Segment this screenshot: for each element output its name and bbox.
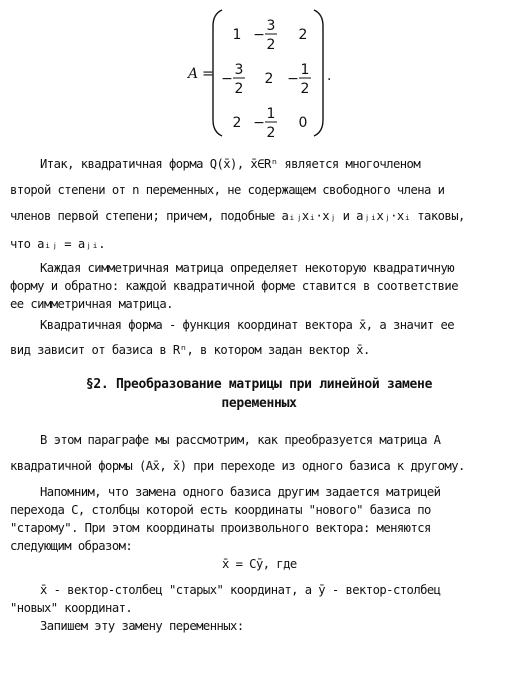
svg-text:3: 3 [234,62,244,78]
para1-line3: членов первой степени; причем, подобные aᵢⱼxᵢ·xⱼ и aⱼᵢxⱼ·xᵢ таковы, [10,209,465,223]
svg-text:0: 0 [298,115,308,131]
para3-line1: Квадратичная форма - функция координат вектора x̄, а значит ее [40,318,455,332]
svg-text:1: 1 [300,62,310,78]
matrix-symbol: A [188,66,199,82]
matrix-cell-r1-c1 [265,71,274,87]
matrix-cell-r0-c1 [253,18,277,53]
matrix-cell-r1-c2 [287,62,311,97]
svg-text:2: 2 [298,27,308,43]
para5-line1: Напомним, что замена одного базиса другим задается матрицей [40,485,441,499]
svg-text:2: 2 [300,81,310,97]
para4-line2: квадратичной формы (Ax̄, x̄) при переходе из одного базиса к другому. [10,459,465,473]
para1-line4: что aᵢⱼ = aⱼᵢ. [10,237,106,251]
svg-text:1: 1 [232,27,242,43]
svg-text:2: 2 [234,81,244,97]
matrix-cell-r0-c0 [233,27,242,43]
matrix-cell-r0-c2 [299,27,308,43]
section-heading-line1: §2. Преобразование матрицы при линейной замене [85,377,433,392]
para3-line2: вид зависит от базиса в Rⁿ, в котором задан вектор x̄. [10,343,370,357]
svg-text:2: 2 [264,71,274,87]
para5-line3: "старому". При этом координаты произвольного вектора: меняются [10,521,431,535]
para1-line1: Итак, квадратичная форма Q(x̄), x̄∈Rⁿ является многочленом [40,157,421,171]
para6-line2: "новых" координат. [10,601,133,615]
svg-text:2: 2 [232,115,242,131]
matrix-right-bracket [314,10,323,136]
svg-text:1: 1 [266,106,276,122]
para2-line1: Каждая симметричная матрица определяет некоторую квадратичную [40,261,455,275]
matrix-cell-r2-c0 [233,115,242,131]
section-heading-line2: переменных [221,396,297,411]
svg-text:3: 3 [266,18,276,34]
para7-line1: Запишем эту замену переменных: [40,619,244,633]
para6-line1: x̄ - вектор-столбец "старых" координат, а ȳ - вектор-столбец [40,583,441,597]
para2-line3: ее симметричная матрица. [10,297,173,311]
svg-text:−: − [253,115,265,131]
matrix-cell-r1-c0 [221,62,245,97]
para5-line4: следующим образом: [10,539,133,553]
matrix-equation [180,4,350,142]
matrix-cell-r2-c2 [299,115,308,131]
matrix-equals: = [202,66,214,82]
svg-text:−: − [253,27,265,43]
para5-line2: перехода C, столбцы которой есть координаты "нового" базиса по [10,503,431,517]
para2-line2: форму и обратно: каждой квадратичной форме ставится в соответствие [10,279,458,293]
svg-text:2: 2 [266,125,276,141]
para4-line1: В этом параграфе мы рассмотрим, как преобразуется матрица A [40,433,441,447]
para1-line2: второй степени от n переменных, не содержащем свободного члена и [10,183,445,197]
matrix-end: . [327,68,332,84]
equation-line: x̄ = Cȳ, где [222,557,297,571]
svg-text:−: − [221,71,233,87]
svg-text:2: 2 [266,37,276,53]
matrix-cell-r2-c1 [253,106,277,141]
svg-text:−: − [287,71,299,87]
